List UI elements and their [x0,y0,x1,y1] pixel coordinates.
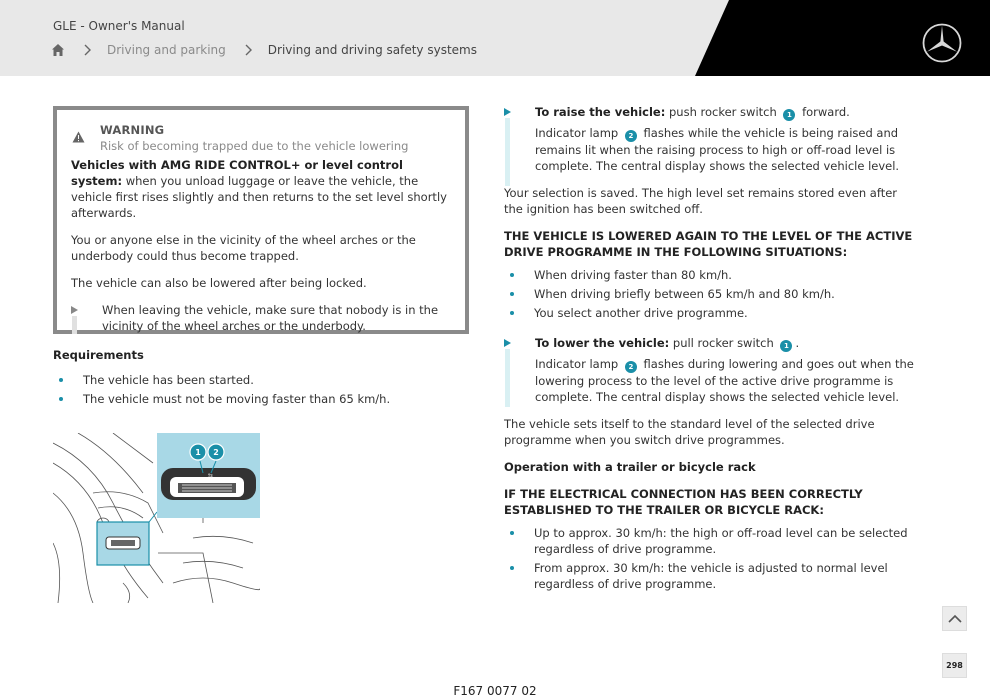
chevron-right-icon [242,44,254,56]
svg-text:⇆: ⇆ [208,472,214,479]
page-number: 298 [942,653,967,678]
trailer-list [504,525,916,592]
raise-indicator-text: flashes while the vehicle is being raised and remains lit when the raising process to high or off-road level is complete. The central display shows the selected vehicle level. [535,126,900,173]
list-item: Up to approx. 30 km/h: the high or off-road level can be selected regardless of drive programme. [504,525,916,557]
right-column [504,104,916,592]
trailer-title: Operation with a trailer or bicycle rack [504,460,756,474]
callout-badge: 2 [625,361,637,373]
left-column [53,106,469,407]
raise-text: forward. [798,105,850,119]
warning-box [53,106,469,334]
raise-label: To raise the vehicle: [535,105,666,119]
warning-subtitle: Risk of becoming trapped due to the vehicle lowering [100,139,409,153]
lower-indicator-text: flashes during lowering and goes out when the lowering process to the level of the active drive programme is complete. The central display shows the selected vehicle level. [535,357,914,404]
callout-badge: 1 [783,109,795,121]
saved-text: Your selection is saved. The high level set remains stored even after the ignition has been switched off. [504,186,898,216]
breadcrumb-current: Driving and driving safety systems [267,43,477,57]
lower-indicator-text: Indicator lamp [535,357,622,371]
standard-text: The vehicle sets itself to the standard level of the selected drive programme when you switch drive programmes. [504,417,875,447]
figure-code: F167 0077 02 [453,684,537,698]
lower-text: pull rocker switch [669,336,778,350]
lower-text: . [795,336,800,350]
raise-text: push rocker switch [665,105,781,119]
list-item: The vehicle has been started. [53,372,469,388]
raise-step [504,104,916,174]
callout-badge: 1 [780,340,792,352]
callout-1: 1 [195,448,201,457]
warning-paragraph-text: when you unload luggage or leave the vehicle, the vehicle first rises slightly and then returns to the set level shortly afterwards. [71,174,447,220]
lower-step [504,335,916,405]
breadcrumb-link[interactable]: Driving and parking [107,43,226,57]
rocker-switch-illustration [53,433,260,603]
chevron-up-icon [948,614,962,624]
raise-instruction [535,104,916,121]
scroll-to-top-button[interactable] [942,606,967,631]
warning-step [71,302,451,334]
list-item: You select another drive programme. [504,305,916,321]
warning-paragraph: The vehicle can also be lowered after being locked. [71,276,367,290]
lowered-heading: THE VEHICLE IS LOWERED AGAIN TO THE LEVEL OF THE ACTIVE DRIVE PROGRAMME IN THE FOLLOWING SITUATIONS: [504,229,913,259]
chevron-right-icon [81,44,93,56]
breadcrumb [51,41,477,59]
home-icon[interactable] [51,43,65,57]
warning-triangle-icon [72,128,85,140]
lowered-list [504,267,916,321]
list-item: The vehicle must not be moving faster than 65 km/h. [53,391,469,407]
warning-paragraph: You or anyone else in the vicinity of the wheel arches or the underbody could thus become trapped. [71,233,416,263]
raise-indicator-text: Indicator lamp [535,126,622,140]
list-item: When driving briefly between 65 km/h and 80 km/h. [504,286,916,302]
warning-title: WARNING [100,123,165,137]
lower-indicator [535,356,916,405]
requirements-title: Requirements [53,348,144,362]
list-item: When driving faster than 80 km/h. [504,267,916,283]
warning-step-text: When leaving the vehicle, make sure that nobody is in the vicinity of the wheel arches or the underbody. [102,303,439,333]
lower-instruction [535,335,916,352]
mercedes-star-logo-icon [921,22,963,64]
manual-title: GLE - Owner's Manual [53,19,185,33]
trailer-heading: IF THE ELECTRICAL CONNECTION HAS BEEN CORRECTLY ESTABLISHED TO THE TRAILER OR BICYCLE RACK: [504,487,863,517]
warning-header [71,123,451,154]
list-item: From approx. 30 km/h: the vehicle is adjusted to normal level regardless of drive programme. [504,560,916,592]
warning-paragraph [71,157,451,221]
callout-2: 2 [213,448,219,457]
warning-paragraph-lead: Vehicles with AMG RIDE CONTROL+ or level control system: [71,158,403,188]
lower-label: To lower the vehicle: [535,336,670,350]
requirements-list [53,372,469,407]
callout-badge: 2 [625,130,637,142]
raise-indicator [535,125,916,174]
